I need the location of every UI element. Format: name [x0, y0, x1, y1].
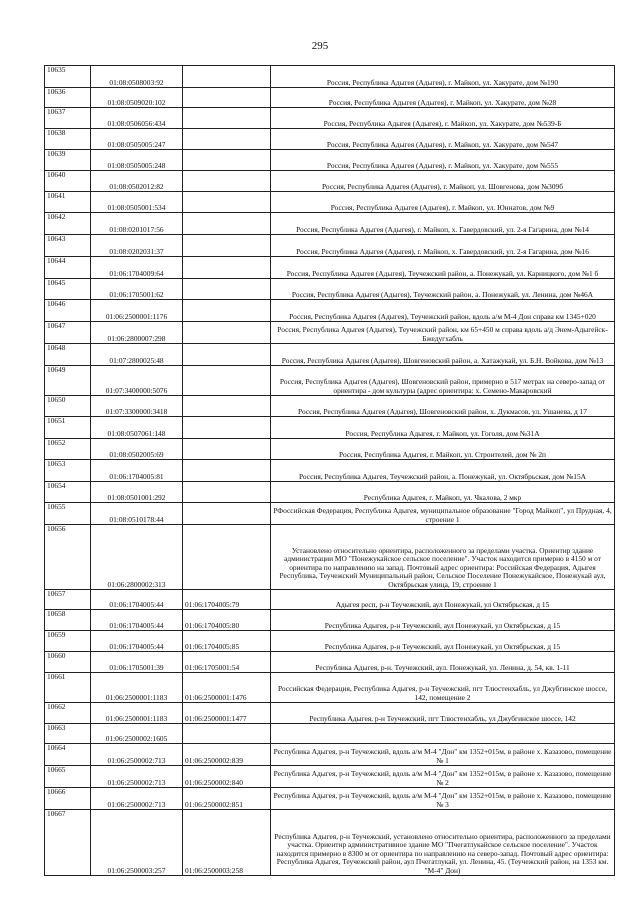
linked-cadastral-number [183, 344, 271, 366]
cadastral-number: 01:08:0505005:247 [91, 129, 183, 150]
linked-cadastral-number [183, 192, 271, 213]
cadastral-number: 01:06:2500002:1605 [91, 724, 183, 744]
table-row [45, 235, 615, 257]
address-cell: Россия, Республика Адыгея, г. Майкоп, ул. Гоголя, дом №31А [271, 417, 615, 439]
linked-cadastral-number [183, 724, 271, 744]
address-cell: Россия, Республика Адыгея (Адыгея), г. Майкоп, ул. Хакурате, дом №539-Б [271, 108, 615, 129]
row-number: 10661 [45, 673, 91, 703]
linked-cadastral-number: 01:06:2500002:840 [183, 766, 271, 788]
row-number: 10648 [45, 344, 91, 366]
address-cell: Россия, Республика Адыгея (Адыгея), г. Майкоп, ул. Шовгенова, дом №309б [271, 171, 615, 192]
cadastral-number: 01:08:0201017:56 [91, 213, 183, 235]
row-number: 10642 [45, 213, 91, 235]
table-row [45, 417, 615, 439]
linked-cadastral-number [183, 439, 271, 460]
linked-cadastral-number [183, 235, 271, 257]
cadastral-number: 01:08:0510178:44 [91, 503, 183, 525]
row-number: 10636 [45, 88, 91, 108]
address-cell: Россия, Республика Адыгея (Адыгея), Теучежский район, км 65+450 м справа вдоль а/д Энем-Адыгейск-Бжедугхабль [271, 322, 615, 344]
linked-cadastral-number [183, 150, 271, 171]
linked-cadastral-number [183, 213, 271, 235]
address-cell: Россия, Республика Адыгея (Адыгея), г. Майкоп, ул. Юннатов, дом №9 [271, 192, 615, 213]
linked-cadastral-number: 01:06:2500002:839 [183, 744, 271, 766]
table-row [45, 213, 615, 235]
linked-cadastral-number [183, 88, 271, 108]
linked-cadastral-number: 01:06:2500001:1477 [183, 703, 271, 724]
row-number: 10647 [45, 322, 91, 344]
linked-cadastral-number: 01:06:1705001:54 [183, 652, 271, 673]
cadastral-number: 01:06:2500002:713 [91, 788, 183, 810]
cadastral-number: 01:06:1705001:62 [91, 279, 183, 300]
address-cell: Республика Адыгея, р-н. Теучежский, аул. Понежукай, ул. Ленина, д. 54, кв. 1-11 [271, 652, 615, 673]
table-row [45, 366, 615, 396]
address-cell: Республика Адыгея, р-н Теучежский, аул Понежукай, ул Октябрьская, д 15 [271, 610, 615, 631]
table-row [45, 525, 615, 590]
cadastral-number: 01:06:1704005:44 [91, 631, 183, 652]
address-cell: Республика Адыгея, р-н Теучежский, пгт Тлюстенхабль, ул Джубгинское шоссе, 142 [271, 703, 615, 724]
register-table-body [45, 66, 615, 876]
cadastral-number: 01:08:0508003:92 [91, 66, 183, 88]
cadastral-number: 01:06:2500001:1176 [91, 300, 183, 322]
table-row [45, 590, 615, 610]
row-number: 10649 [45, 366, 91, 396]
table-row [45, 631, 615, 652]
linked-cadastral-number: 01:06:2500003:258 [183, 810, 271, 876]
cadastral-number: 01:06:1704005:44 [91, 610, 183, 631]
table-row [45, 192, 615, 213]
linked-cadastral-number [183, 279, 271, 300]
row-number: 10654 [45, 482, 91, 503]
linked-cadastral-number [183, 460, 271, 482]
address-cell: Россия, Республика Адыгея (Адыгея), г. Майкоп, х. Гавердовский, ул. 2-я Гагарина, дом №14 [271, 213, 615, 235]
cadastral-number: 01:06:1704005:44 [91, 590, 183, 610]
linked-cadastral-number: 01:06:2500002:851 [183, 788, 271, 810]
table-row [45, 482, 615, 503]
linked-cadastral-number [183, 171, 271, 192]
table-row [45, 344, 615, 366]
cadastral-number: 01:06:2500003:257 [91, 810, 183, 876]
row-number: 10635 [45, 66, 91, 88]
cadastral-number: 01:07:3300000:3418 [91, 396, 183, 417]
row-number: 10641 [45, 192, 91, 213]
address-cell: Россия, Республика Адыгея (Адыгея), Теучежский район, вдоль а/м М-4 Дон справа км 1345+020 [271, 300, 615, 322]
row-number: 10651 [45, 417, 91, 439]
row-number: 10639 [45, 150, 91, 171]
linked-cadastral-number [183, 417, 271, 439]
address-cell: Россия, Республика Адыгея (Адыгея), г. Майкоп, ул. Хакурате, дом №190 [271, 66, 615, 88]
row-number: 10640 [45, 171, 91, 192]
table-row [45, 744, 615, 766]
cadastral-number: 01:06:1704005:81 [91, 460, 183, 482]
address-cell: Республика Адыгея, р-н Теучежский, аул Понежукай, ул Октябрьская, д 15 [271, 631, 615, 652]
table-row [45, 652, 615, 673]
row-number: 10660 [45, 652, 91, 673]
address-cell: Российская Федерация, Республика Адыгея, р-н Теучежский, пгт Тлюстенхабль, ул Джубгинское шоссе, 142, помещение 2 [271, 673, 615, 703]
table-row [45, 724, 615, 744]
row-number: 10646 [45, 300, 91, 322]
cadastral-number: 01:06:1705001:39 [91, 652, 183, 673]
register-table [44, 65, 615, 876]
row-number: 10645 [45, 279, 91, 300]
address-cell: Россия, Республика Адыгея, Теучежский район, а. Понежукай, ул. Октябрьская, дом №15А [271, 460, 615, 482]
table-row [45, 300, 615, 322]
row-number: 10656 [45, 525, 91, 590]
table-row [45, 610, 615, 631]
address-cell [271, 724, 615, 744]
cadastral-number: 01:08:0502005:69 [91, 439, 183, 460]
page-number: 295 [311, 40, 329, 52]
cadastral-number: 01:06:2500002:713 [91, 766, 183, 788]
row-number: 10664 [45, 744, 91, 766]
linked-cadastral-number [183, 503, 271, 525]
cadastral-number: 01:06:1704009:64 [91, 257, 183, 279]
cadastral-number: 01:08:0506056:434 [91, 108, 183, 129]
address-cell: Россия, Республика Адыгея (Адыгея), г. Майкоп, ул. Хакурате, дом №555 [271, 150, 615, 171]
row-number: 10655 [45, 503, 91, 525]
row-number: 10667 [45, 810, 91, 876]
table-row [45, 279, 615, 300]
table-row [45, 257, 615, 279]
cadastral-number: 01:08:0505005:248 [91, 150, 183, 171]
table-row [45, 171, 615, 192]
cadastral-number: 01:08:0505001:534 [91, 192, 183, 213]
cadastral-number: 01:07:3400000:5076 [91, 366, 183, 396]
table-row [45, 439, 615, 460]
row-number: 10638 [45, 129, 91, 150]
linked-cadastral-number [183, 66, 271, 88]
address-cell: Установлено относительно ориентира, расположенного за пределами участка. Ориентир здание администрации МО "Понежукайское сельское поселение". Участок находится примерно в 4150 м от ориентира по направлению на запад. Почтовый адрес ориентира: Российская Федерация, Адыгея Республика, Теучежский Муниципальный район, Сельское Поселение Понежукайское, Понежукай аул, Октябрьская улица, 19, строение 1 [271, 525, 615, 590]
address-cell: Республика Адыгея, р-н Теучежский, установлено относительно ориентира, расположенного за пределами участка. Ориентир административное здание МО "Пчегатлукайское сельское поселение". Участок находится примерно в 8300 м от ориентира по направлению на северо-запад. Почтовый адрес ориентира: Республика Адыгея, Теучежский район, аул Пчегатлукай, ул. Ленина, 45. (Теучежский район, на 1353 км. "М-4" Дон) [271, 810, 615, 876]
address-cell: Россия, Республика Адыгея (Адыгея), Шовгеновский район, примерно в 517 метрах на северо-запад от ориентира - дом культуры (адрес ориентира: х. Семено-Макаровский [271, 366, 615, 396]
row-number: 10665 [45, 766, 91, 788]
address-cell: Адыгея респ, р-н Теучежский, аул Понежукай, ул Октябрьская, д 15 [271, 590, 615, 610]
address-cell: Россия, Республика Адыгея (Адыгея), г. Майкоп, х. Гавердовский, ул. 2-я Гагарина, дом №16 [271, 235, 615, 257]
address-cell: Россия, Республика Адыгея (Адыгея), Теучежский район, а. Понежукай, ул. Ленина, дом №46А [271, 279, 615, 300]
cadastral-number: 01:07:2800025:48 [91, 344, 183, 366]
table-row [45, 88, 615, 108]
address-cell: Республика Адыгея, г. Майкоп, ул. Чкалова, 2 мкр [271, 482, 615, 503]
address-cell: Россия, Республика Адыгея (Адыгея), Шовгеновский район, а. Хатажукай, ул. Б.Н. Войкова, дом №13 [271, 344, 615, 366]
cadastral-number: 01:08:0507061:148 [91, 417, 183, 439]
row-number: 10652 [45, 439, 91, 460]
table-row [45, 129, 615, 150]
linked-cadastral-number: 01:06:2500001:1476 [183, 673, 271, 703]
address-cell: Республика Адыгея, р-н Теучежский, вдоль а/м М-4 "Дон" км 1352+015м, в районе х. Казазово, помещение № 3 [271, 788, 615, 810]
linked-cadastral-number [183, 525, 271, 590]
cadastral-number: 01:08:0509020:102 [91, 88, 183, 108]
table-row [45, 788, 615, 810]
row-number: 10644 [45, 257, 91, 279]
linked-cadastral-number [183, 366, 271, 396]
linked-cadastral-number [183, 257, 271, 279]
address-cell: РФоссийская Федерация, Республика Адыгея, муниципальное образование "Город Майкоп", ул Прудная, 4, строение 1 [271, 503, 615, 525]
row-number: 10666 [45, 788, 91, 810]
cadastral-number: 01:08:0501001:292 [91, 482, 183, 503]
row-number: 10659 [45, 631, 91, 652]
linked-cadastral-number [183, 322, 271, 344]
cadastral-number: 01:06:2800002:313 [91, 525, 183, 590]
table-row [45, 503, 615, 525]
linked-cadastral-number [183, 482, 271, 503]
cadastral-number: 01:06:2500001:1183 [91, 703, 183, 724]
row-number: 10663 [45, 724, 91, 744]
address-cell: Россия, Республика Адыгея (Адыгея), Теучежский район, а. Понежукай, ул. Карницкого, дом №1 б [271, 257, 615, 279]
address-cell: Республика Адыгея, р-н Теучежский, вдоль а/м М-4 "Дон" км 1352+015м, в районе х. Казазово, помещение № 1 [271, 744, 615, 766]
address-cell: Россия, Республика Адыгея (Адыгея), г. Майкоп, ул. Хакурате, дом №28 [271, 88, 615, 108]
linked-cadastral-number [183, 129, 271, 150]
row-number: 10653 [45, 460, 91, 482]
cadastral-number: 01:06:2500001:1183 [91, 673, 183, 703]
row-number: 10657 [45, 590, 91, 610]
table-row [45, 673, 615, 703]
row-number: 10643 [45, 235, 91, 257]
row-number: 10662 [45, 703, 91, 724]
linked-cadastral-number [183, 300, 271, 322]
linked-cadastral-number: 01:06:1704005:85 [183, 631, 271, 652]
address-cell: Республика Адыгея, р-н Теучежский, вдоль а/м М-4 "Дон" км 1352+015м, в районе х. Казазово, помещение № 2 [271, 766, 615, 788]
linked-cadastral-number [183, 396, 271, 417]
cadastral-number: 01:08:0502012:82 [91, 171, 183, 192]
table-row [45, 396, 615, 417]
row-number: 10637 [45, 108, 91, 129]
table-row [45, 460, 615, 482]
table-row [45, 766, 615, 788]
cadastral-number: 01:06:2800007:298 [91, 322, 183, 344]
linked-cadastral-number [183, 108, 271, 129]
row-number: 10658 [45, 610, 91, 631]
linked-cadastral-number: 01:06:1704005:79 [183, 590, 271, 610]
table-row [45, 108, 615, 129]
table-row [45, 322, 615, 344]
table-row [45, 810, 615, 876]
address-cell: Россия, Республика Адыгея (Адыгея), Шовгеновский район, х. Дукмасов, ул. Ушанева, д 17 [271, 396, 615, 417]
table-row [45, 703, 615, 724]
linked-cadastral-number: 01:06:1704005:80 [183, 610, 271, 631]
address-cell: Россия, Республика Адыгея (Адыгея), г. Майкоп, ул. Хакурате, дом №547 [271, 129, 615, 150]
row-number: 10650 [45, 396, 91, 417]
address-cell: Россия, Республика Адыгея, г. Майкоп, ул. Строителей, дом № 2п [271, 439, 615, 460]
table-row [45, 150, 615, 171]
table-row [45, 66, 615, 88]
cadastral-number: 01:08:0202031:37 [91, 235, 183, 257]
cadastral-number: 01:06:2500002:713 [91, 744, 183, 766]
